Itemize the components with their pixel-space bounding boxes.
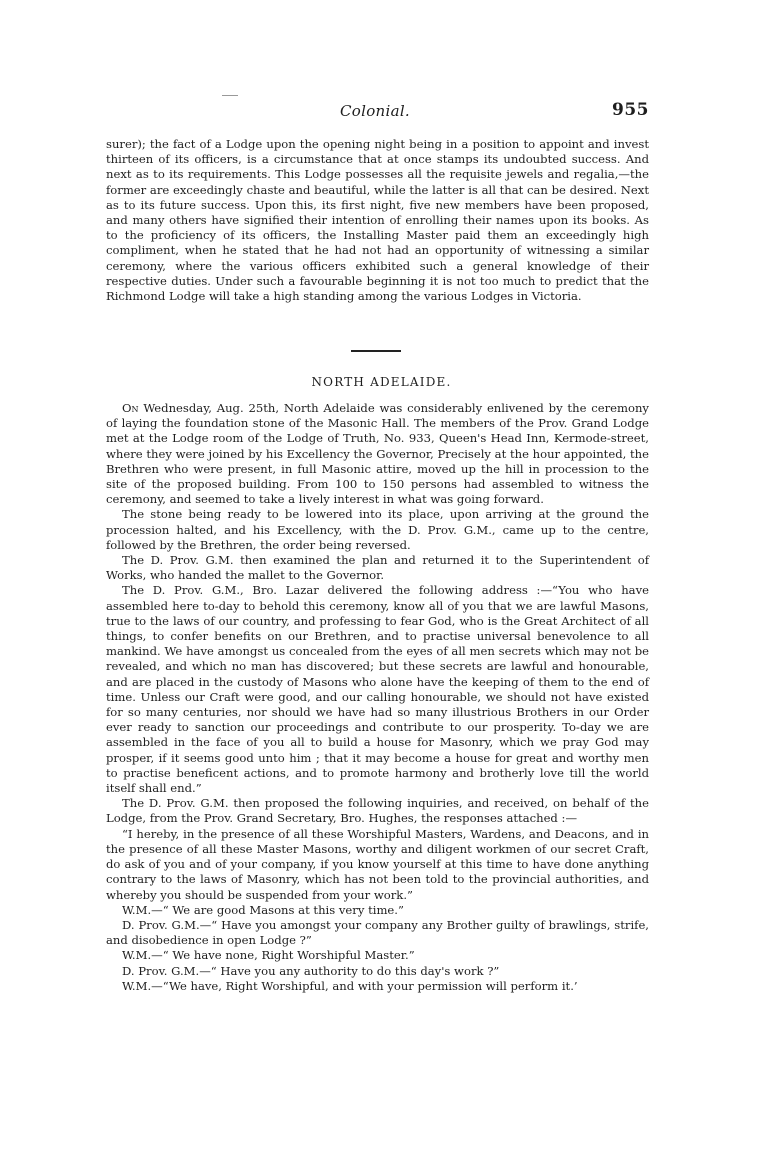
dialogue-line: W.M.—“We have, Right Worshipful, and with your permission will perform it.’ [122,978,578,993]
paragraph: “I hereby, in the presence of all these Worshipful Masters, Wardens, and Deacons, and in the presence of all these Master Masons, worthy and diligent workmen of our secret Craft, do ask of you and of your company, if you know yourself at this time to have done anything contrary to the laws of Masonry, which has not been told to the provincial authorities, and whereby you should be suspended from your work.” [106,826,649,902]
paragraph: The D. Prov. G.M., Bro. Lazar delivered the following address :—“You who have assembled here to-day to behold this ceremony, know all of you that we are lawful Masons, true to the laws of our country, and professing to fear God, who is the Great Architect of all things, to confer benefits on our Brethren, and to practise universal benevolence to all mankind. We have amongst us concealed from the eyes of all men secrets which may not be revealed, and which no man has discovered; but these secrets are lawful and honourable, and are placed in the custody of Masons who alone have the keeping of them to the end of time. Unless our Craft were good, and our calling honourable, we should not have existed for so many centuries, nor should we have had so many illustrious Brothers in our Order ever ready to sanction our proceedings and contribute to our prosperity. To-day we are assembled in the face of you all to build a house for Masonry, which we pray God may prosper, if it seems good unto him ; that it may become a house for great and worthy men to practise beneficent actions, and to promote harmony and brotherly love till the world itself shall end.” [106,583,649,796]
paragraph: surer); the fact of a Lodge upon the opening night being in a position to appoint and invest thirteen of its officers, is a circumstance that at once stamps its undoubted success. And next as to its requirements. This Lodge possesses all the requisite jewels and regalia,—the former are exceedingly chaste and beautiful, while the latter is all that can be desired. Next as to its future success. Upon this, its first night, five new members have been proposed, and many others have signified their intention of enrolling their names upon its books. As to the proficiency of its officers, the Installing Master paid them an exceedingly high compliment, when he stated that he had not had an opportunity of witnessing a similar ceremony, where the various officers exhibited such a general knowledge of their respective duties. Under such a favourable beginning it is not too much to predict that the Richmond Lodge will take a high standing among the various Lodges in Victoria. [106,137,649,304]
dialogue-line: D. Prov. G.M.—“ Have you amongst your company any Brother guilty of brawlings, strife, and disobedience in open Lodge ?” [106,917,649,948]
section-top-text [106,137,649,304]
paragraph [106,401,649,507]
dialogue-line: W.M.—“ We have none, Right Worshipful Master.” [122,948,415,963]
paragraph: The stone being ready to be lowered into its place, upon arriving at the ground the procession halted, and his Excellency, with the D. Prov. G.M., came up to the centre, followed by the Brethren, the order being reversed. [106,507,649,552]
section-divider [351,350,401,352]
page-number: 955 [612,100,649,120]
running-title: Colonial. [340,102,411,120]
opening-word: On [122,401,139,415]
section-north-adelaide-text [106,401,649,994]
running-head [0,100,763,124]
paragraph: The D. Prov. G.M. then examined the plan and returned it to the Superintendent of Works, who handed the mallet to the Governor. [106,553,649,583]
paragraph: The D. Prov. G.M. then proposed the following inquiries, and received, on behalf of the Lodge, from the Prov. Grand Secretary, Bro. Hughes, the responses attached :— [106,796,649,826]
dialogue-line: D. Prov. G.M.—“ Have you any authority to do this day's work ?” [122,963,500,978]
paragraph-text: Wednesday, Aug. 25th, North Adelaide was considerably enlivened by the ceremony of laying the foundation stone of the Masonic Hall. The members of the Prov. Grand Lodge met at the Lodge room of the Lodge of Truth, No. 933, Queen's Head Inn, Kermode-street, where they were joined by his Excellency the Governor, Precisely at the hour appointed, the Brethren who were present, in full Masonic attire, moved up the hill in procession to the site of the proposed building. From 100 to 150 persons had assembled to witness the ceremony, and seemed to take a lively interest in what was going forward. [106,401,649,507]
section-title: NORTH ADELAIDE. [311,375,452,389]
page-mark [222,95,238,96]
dialogue-line: W.M.—“ We are good Masons at this very time.” [122,902,404,917]
